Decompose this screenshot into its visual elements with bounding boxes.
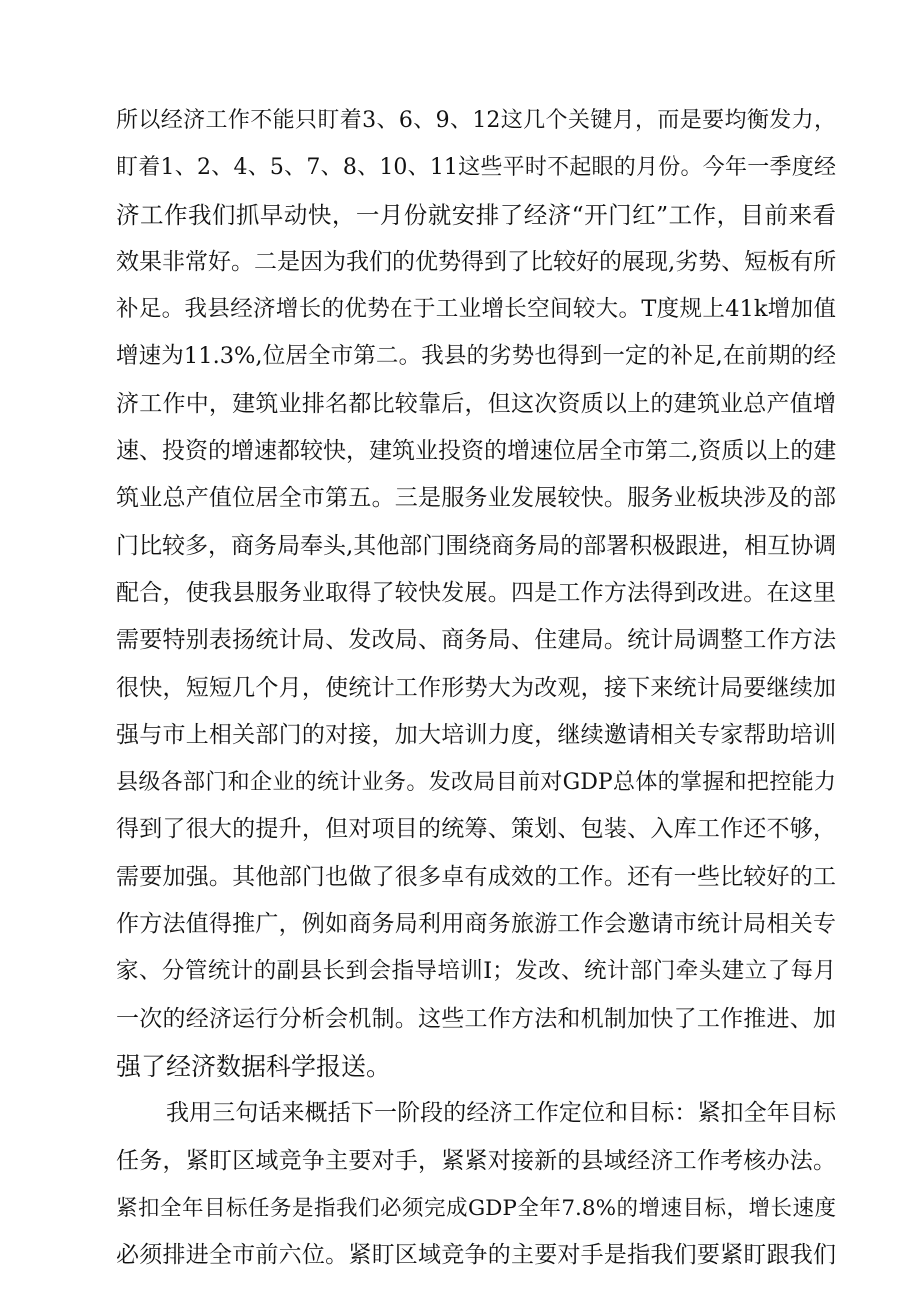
text-line: 任务，紧盯区域竞争主要对手，紧紧对接新的县域经济工作考核办法。	[116, 1147, 836, 1174]
text-line: 很快，短短几个月，使统计工作形势大为改观，接下来统计局要继续加	[116, 674, 836, 701]
text-line: 济工作我们抓早动快，一月份就安排了经济“开门红”工作，目前来看	[116, 200, 836, 229]
text-line: 作方法值得推广，例如商务局利用商务旅游工作会邀请市统计局相关专	[116, 911, 836, 938]
text-line: 紧扣全年目标任务是指我们必须完成GDP全年7.8%的增速目标，增长速度	[116, 1195, 836, 1221]
text-line: 配合，使我县服务业取得了较快发展。四是工作方法得到改进。在这里	[116, 579, 836, 606]
paragraph-2	[116, 1090, 836, 1279]
text-line: 必须排进全市前六位。紧盯区域竞争的主要对手是指我们要紧盯跟我们	[116, 1242, 836, 1269]
text-line: 强与市上相关部门的对接，加大培训力度，继续邀请相关专家帮助培训	[116, 721, 836, 748]
text-line: 盯着1、2、4、5、7、8、10、11这些平时不起眼的月份。今年一季度经	[116, 155, 836, 181]
body-text	[116, 97, 836, 1279]
text-line: 需要特别表扬统计局、发改局、商务局、住建局。统计局调整工作方法	[116, 627, 836, 654]
text-line: 家、分管统计的副县长到会指导培训I；发改、统计部门牵头建立了每月	[116, 958, 836, 985]
text-line: 我用三句话来概括下一阶段的经济工作定位和目标：紧扣全年目标	[166, 1100, 836, 1127]
text-line: 筑业总产值位居全市第五。三是服务业发展较快。服务业板块涉及的部	[116, 485, 836, 512]
text-line: 效果非常好。二是因为我们的优势得到了比较好的展现,劣势、短板有所	[116, 248, 836, 275]
text-line: 增速为11.3%,位居全市第二。我县的劣势也得到一定的补足,在前期的经	[116, 343, 836, 370]
text-line: 需要加强。其他部门也做了很多卓有成效的工作。还有一些比较好的工	[116, 863, 836, 890]
text-line: 速、投资的增速都较快，建筑业投资的增速位居全市第二,资质以上的建	[116, 438, 836, 465]
text-line-last: 强了经济数据科学报送。	[116, 1051, 392, 1081]
text-line: 补足。我县经济增长的优势在于工业增长空间较大。T度规上41k增加值	[116, 296, 836, 323]
paragraph-1	[116, 97, 836, 1090]
text-line: 所以经济工作不能只盯着3、6、9、12这几个关键月，而是要均衡发力，	[116, 108, 836, 133]
text-line: 得到了很大的提升，但对项目的统筹、策划、包装、入库工作还不够，	[116, 816, 836, 843]
text-line: 济工作中，建筑业排名都比较靠后，但这次资质以上的建筑业总产值增	[116, 390, 836, 417]
text-line: 县级各部门和企业的统计业务。发改局目前对GDP总体的掌握和把控能力	[116, 770, 836, 796]
text-line: 门比较多，商务局奉头,其他部门围绕商务局的部署积极跟进，相互协调	[116, 532, 836, 559]
text-line: 一次的经济运行分析会机制。这些工作方法和机制加快了工作推进、加	[116, 1005, 836, 1032]
